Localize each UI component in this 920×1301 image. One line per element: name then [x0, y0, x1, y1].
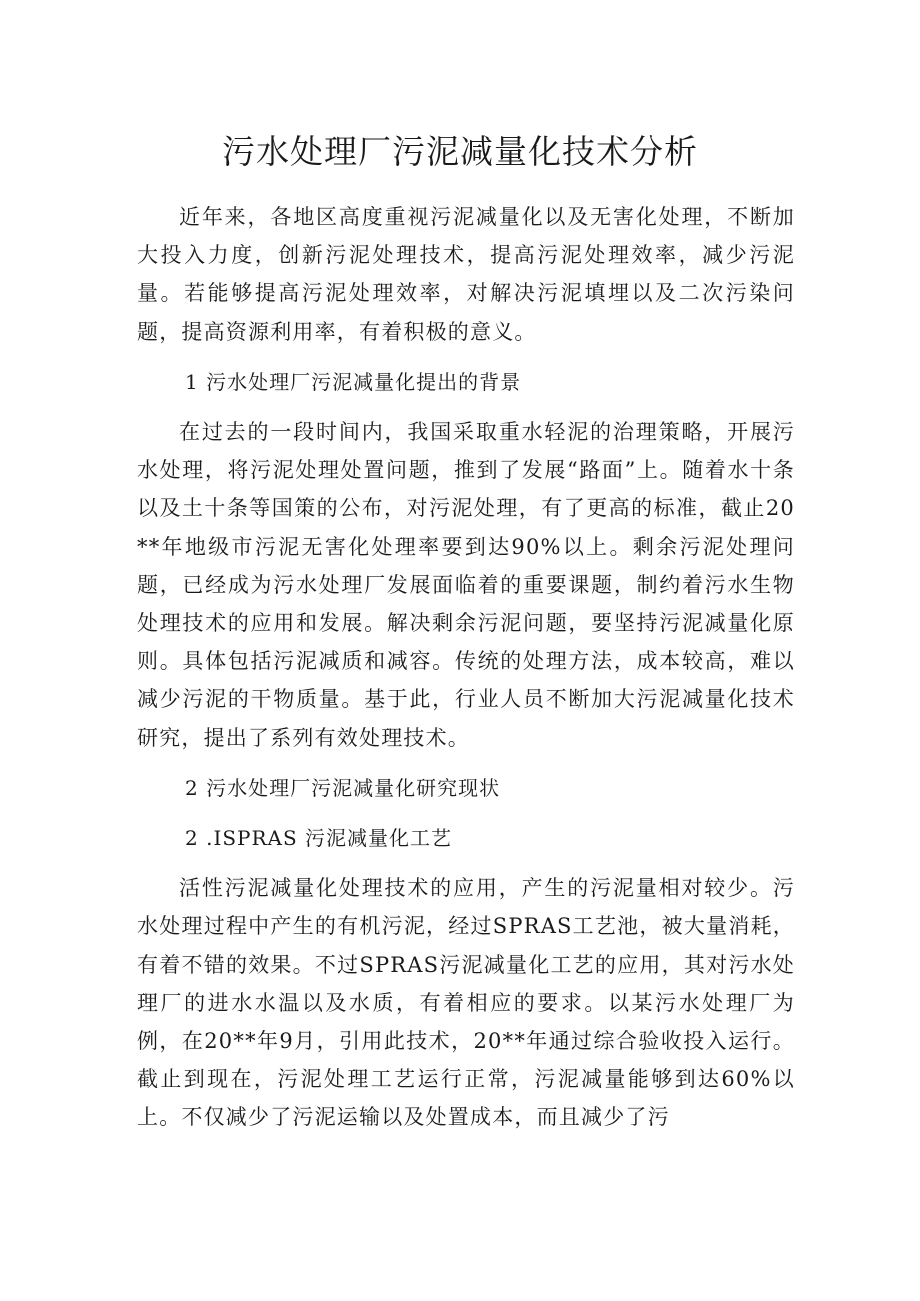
paragraph-ispras: 活性污泥减量化处理技术的应用，产生的污泥量相对较少。污水处理过程中产生的有机污泥，经过SPRAS工艺池，被大量消耗，有着不错的效果。不过SPRAS污泥减量化工艺的应用，其对污水处理厂的进水水温以及水质，有着相应的要求。以某污水处理厂为例，在20**年9月，引用此技术，20**年通过综合验收投入运行。截止到现在，污泥处理工艺运行正常，污泥减量能够到达60%以上。不仅减少了污泥运输以及处置成本，而且减少了污: [137, 876, 795, 1130]
document-body: [137, 198, 795, 1149]
paragraph-background: 在过去的一段时间内，我国采取重水轻泥的治理策略，开展污水处理，将污泥处理处置问题，推到了发展“路面”上。随着水十条以及土十条等国策的公布，对污泥处理，有了更高的标准，截止20**年地级市污泥无害化处理率要到达90%以上。剩余污泥处理问题，已经成为污水处理厂发展面临着的重要课题，制约着污水生物处理技术的应用和发展。解决剩余污泥问题，要坚持污泥减量化原则。具体包括污泥减质和减容。传统的处理方法，成本较高，难以减少污泥的干物质量。基于此，行业人员不断加大污泥减量化技术研究，提出了系列有效处理技术。: [137, 420, 795, 750]
subsection-heading-2-1: 2 .ISPRAS 污泥减量化工艺: [185, 826, 453, 851]
section-heading-1: 1 污水处理厂污泥减量化提出的背景: [185, 369, 522, 394]
document-title: 污水处理厂污泥减量化技术分析: [222, 132, 698, 171]
section-heading-2: 2 污水处理厂污泥减量化研究现状: [185, 775, 501, 800]
paragraph-intro: 近年来，各地区高度重视污泥减量化以及无害化处理，不断加大投入力度，创新污泥处理技术，提高污泥处理效率，减少污泥量。若能够提高污泥处理效率，对解决污泥填埋以及二次污染问题，提高资源利用率，有着积极的意义。: [137, 205, 795, 344]
